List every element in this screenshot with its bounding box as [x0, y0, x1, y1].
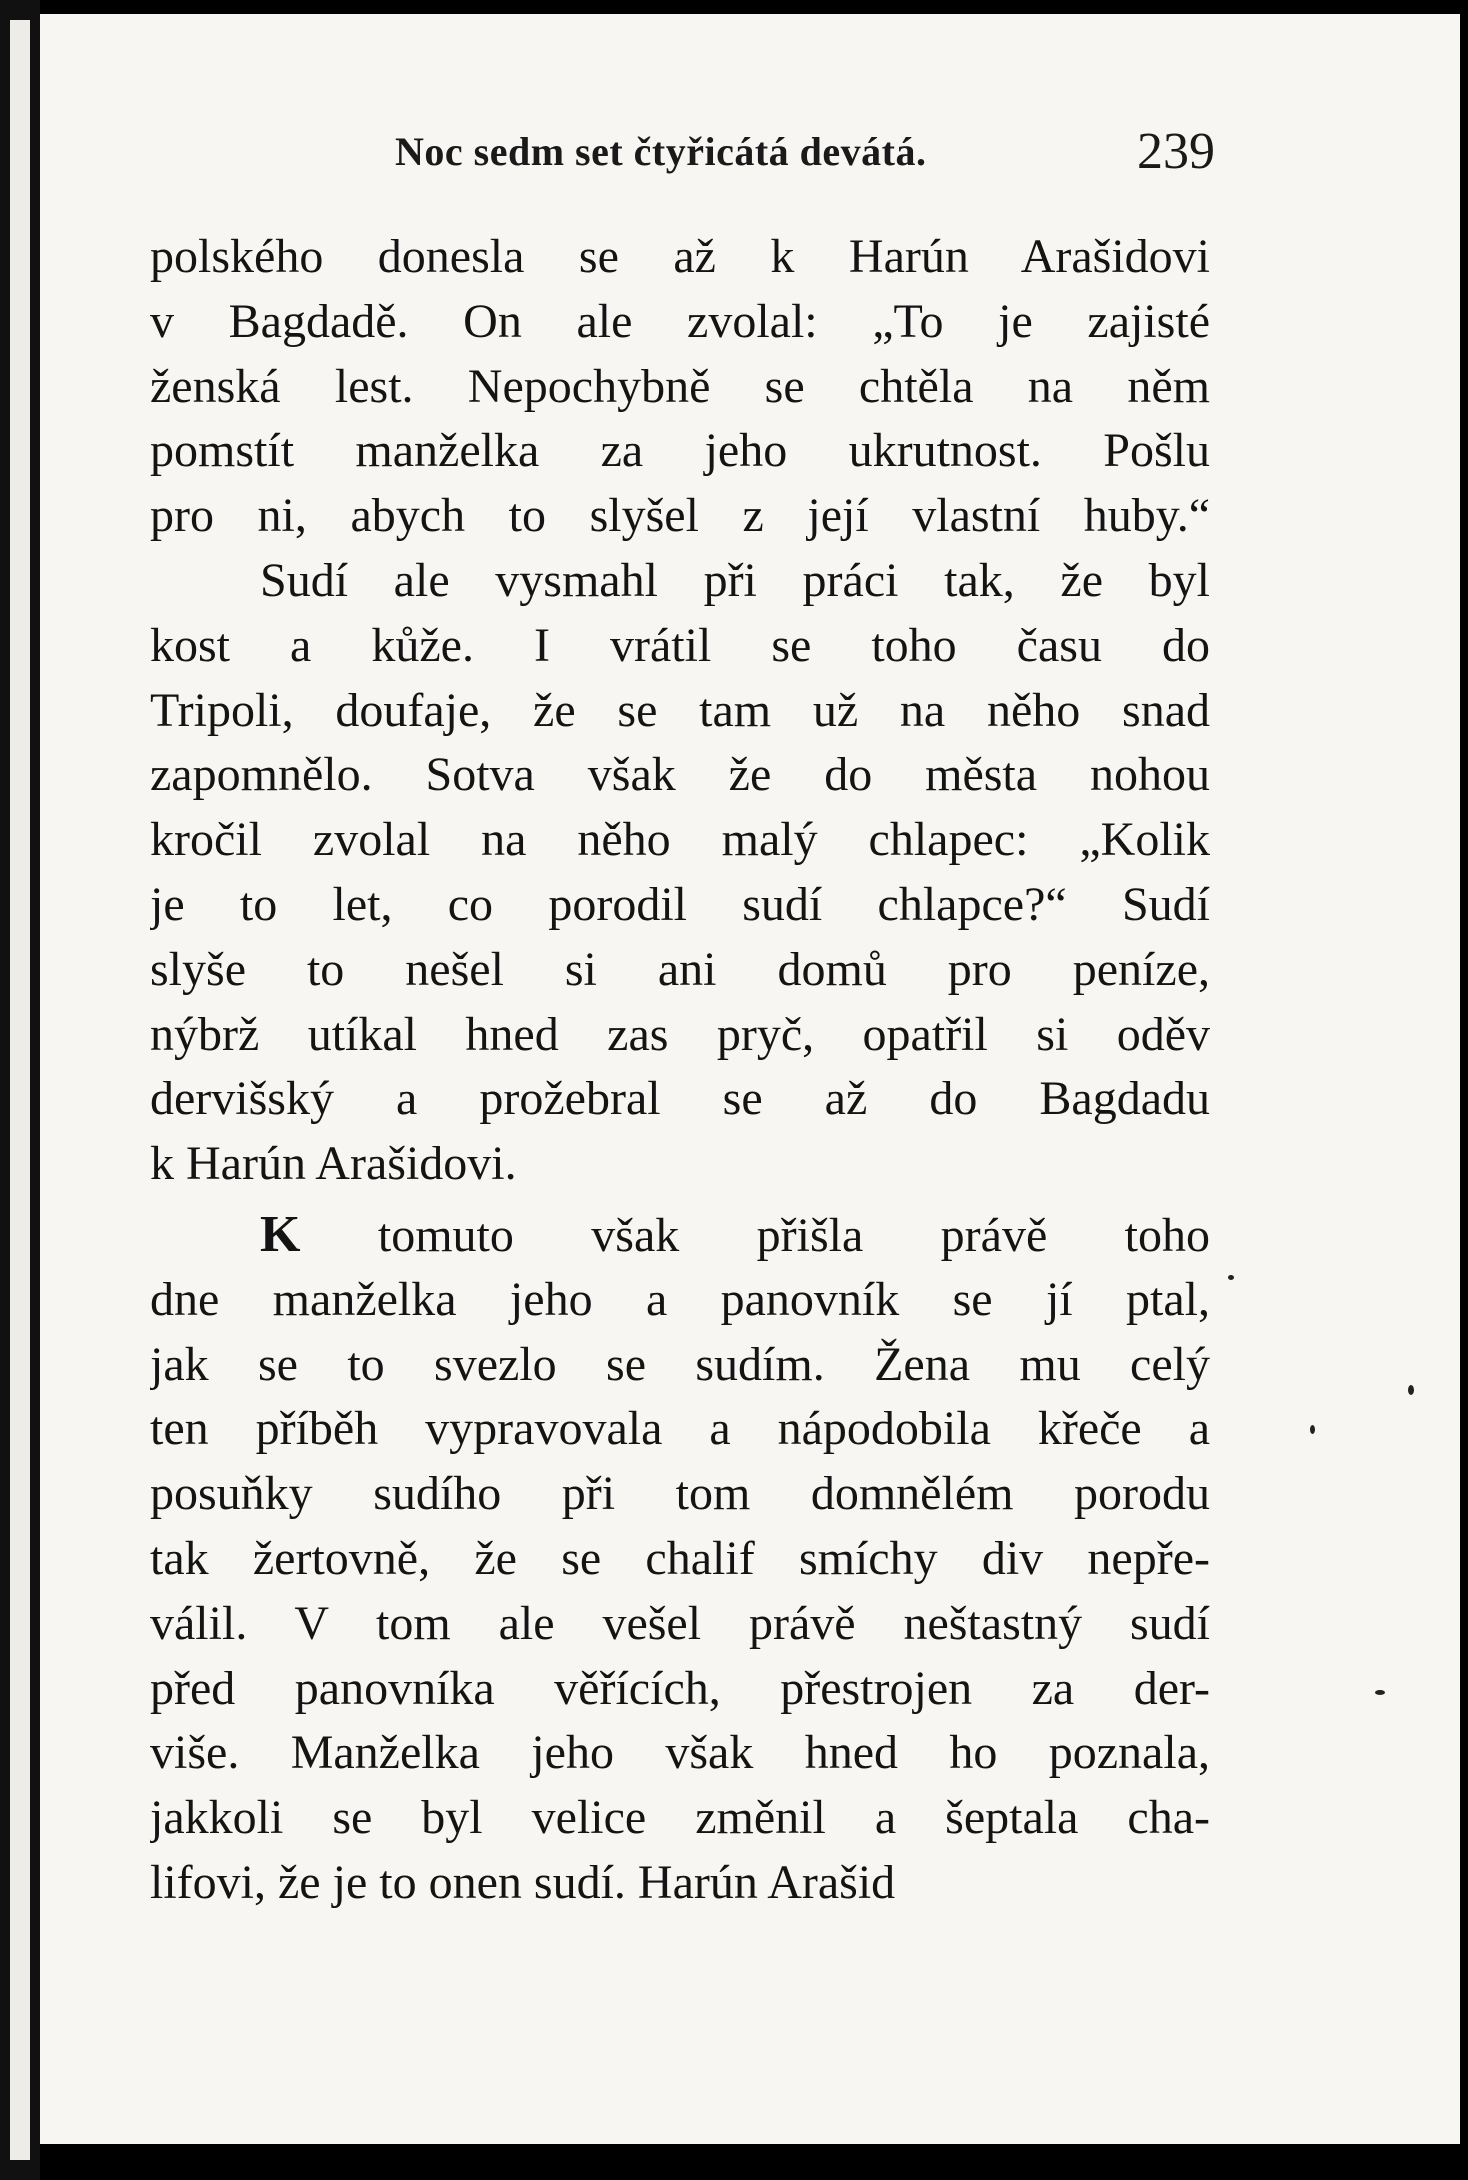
- adjacent-page-strip: [10, 20, 30, 2160]
- text-line: lifovi, že je to onen sudí. Harún Arašid: [150, 1855, 896, 1909]
- text-line: válil. V tom ale vešel právě neštastný sudí: [150, 1596, 1210, 1650]
- text-line: polského donesla se až k Harún Arašidovi: [150, 230, 1210, 283]
- text-line: posuňky sudího při tom domnělém porodu: [150, 1467, 1210, 1521]
- text-line: zapomnělo. Sotva však že do města nohou: [150, 748, 1210, 802]
- text-line: više. Manželka jeho však hned ho poznala,: [150, 1726, 1210, 1780]
- text-line-with-dropcap: [150, 1203, 1210, 1268]
- text-line: je to let, co porodil sudí chlapce?“ Sudí: [150, 877, 1210, 931]
- page-number: 239: [1137, 123, 1215, 180]
- text-line: Sudí ale vysmahl při práci tak, že byl: [260, 553, 1210, 607]
- book-binding-edge: [0, 0, 40, 2180]
- text-line: kročil zvolal na něho malý chlapec: „Kolik: [150, 813, 1210, 867]
- print-speck: [1228, 1275, 1234, 1280]
- text-line: v Bagdadě. On ale zvolal: „To je zajisté: [150, 294, 1210, 348]
- text-line: Tripoli, doufaje, že se tam už na něho snad: [150, 683, 1210, 737]
- text-line: pomstít manželka za jeho ukrutnost. Pošlu: [150, 424, 1210, 478]
- text-line: nýbrž utíkal hned zas pryč, opatřil si oděv: [150, 1007, 1210, 1061]
- text-line: ženská lest. Nepochybně se chtěla na něm: [150, 359, 1210, 413]
- text-line: jakkoli se byl velice změnil a šeptala cha-: [150, 1791, 1210, 1845]
- text-line: tak žertovně, že se chalif smíchy div nepře-: [150, 1531, 1210, 1585]
- text-line: jak se to svezlo se sudím. Žena mu celý: [150, 1337, 1210, 1391]
- body-text: [150, 225, 1210, 1916]
- page-header: [395, 123, 1215, 188]
- text-line: dervišský a prožebral se až do Bagdadu: [150, 1072, 1210, 1126]
- text-line: k Harún Arašidovi.: [150, 1137, 517, 1191]
- print-speck: [1408, 1385, 1414, 1395]
- text-line-remainder: tomuto však přišla právě toho: [377, 1208, 1210, 1262]
- print-speck: [1310, 1425, 1315, 1434]
- text-line: ten příběh vypravovala a nápodobila křeče a: [150, 1402, 1210, 1456]
- text-line: slyše to nešel si ani domů pro peníze,: [150, 942, 1210, 996]
- drop-cap: K: [260, 1205, 301, 1263]
- running-head: Noc sedm set čtyřicátá devátá.: [395, 129, 927, 174]
- text-line: dne manželka jeho a panovník se jí ptal,: [150, 1272, 1210, 1326]
- text-line: pro ni, abych to slyšel z její vlastní huby.“: [150, 489, 1210, 543]
- text-line: kost a kůže. I vrátil se toho času do: [150, 618, 1210, 672]
- print-speck: [1375, 1690, 1385, 1695]
- text-line: před panovníka věřících, přestrojen za der-: [150, 1661, 1210, 1715]
